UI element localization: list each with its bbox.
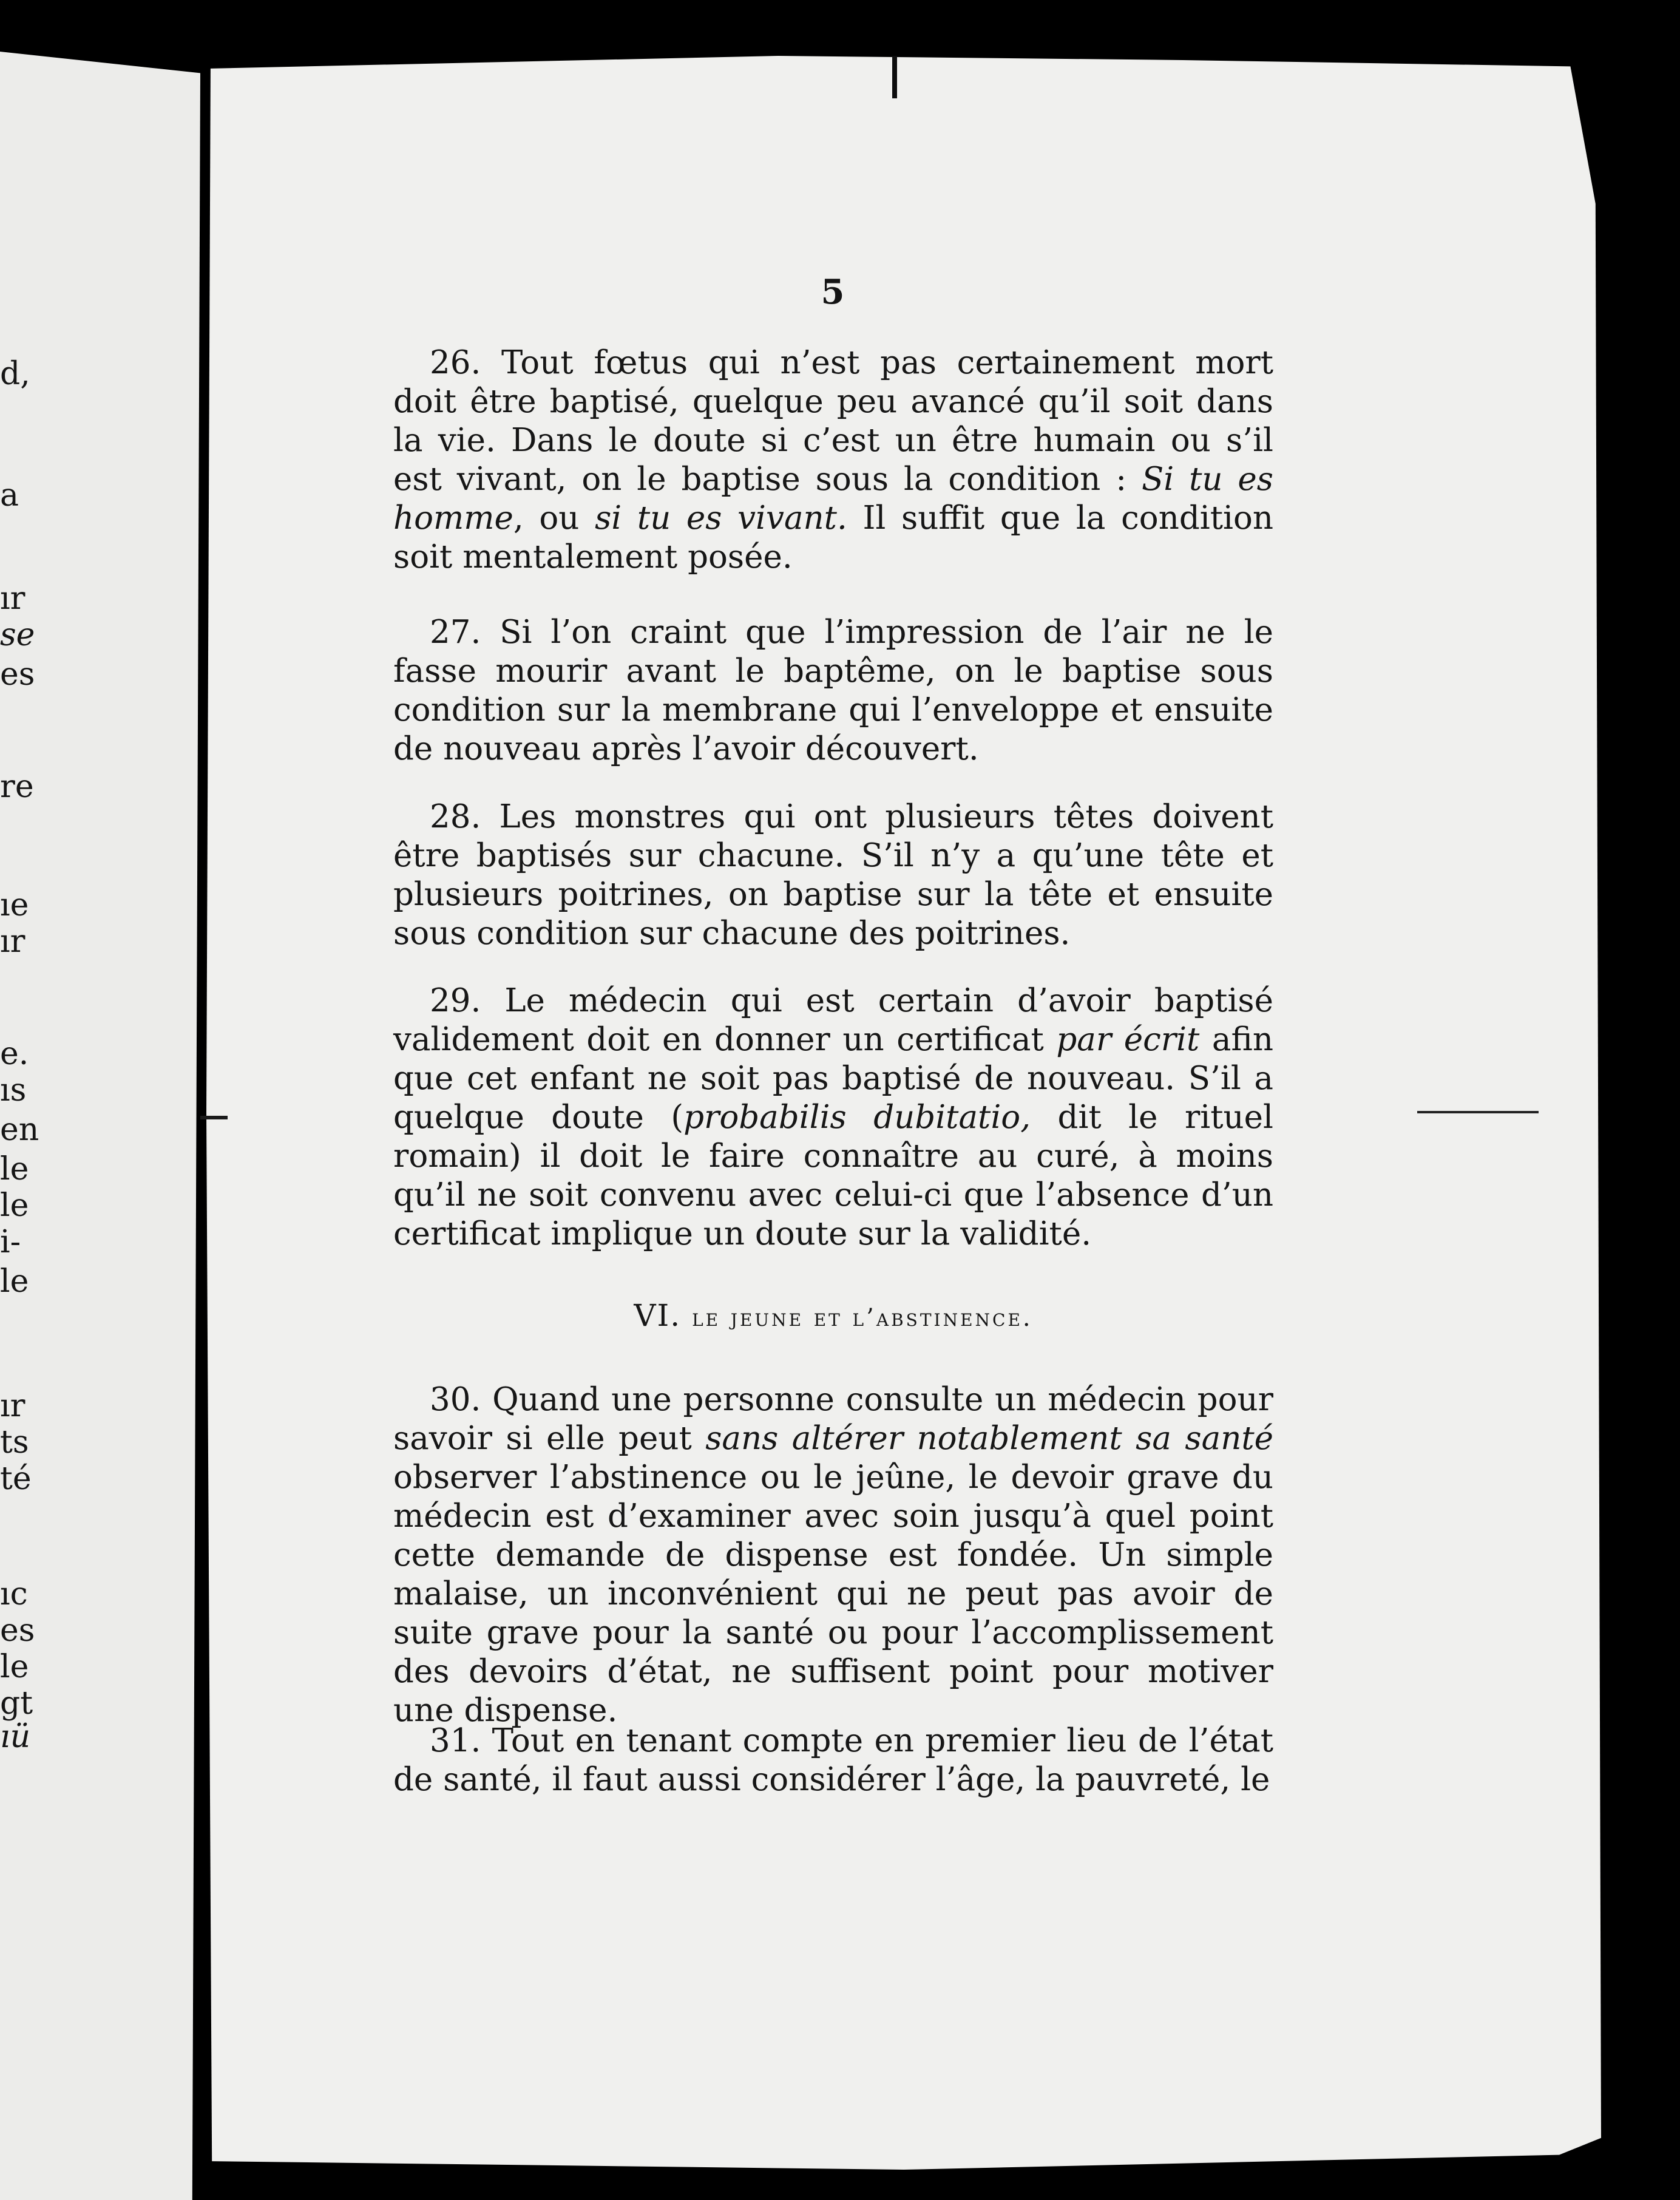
left-page-fragment: ıc <box>0 1576 28 1612</box>
p26-run-2: , ou <box>513 500 595 537</box>
p26-run-1: Si tu es homme <box>393 461 1273 537</box>
section-title: le jeune et l’abstinence. <box>692 1304 1033 1332</box>
p26-run-4: Il suffit que la condition soit mentalement posée. <box>393 500 1273 575</box>
left-page-fragment: e. <box>0 1036 29 1072</box>
left-page-fragment: en <box>0 1112 39 1148</box>
left-page-fragment: es <box>0 1612 35 1649</box>
page-tear-left <box>200 1116 228 1119</box>
paragraph-28 <box>393 798 1273 953</box>
left-page-fragment: té <box>0 1461 32 1497</box>
p26-run-0: 26. Tout fœtus qui n’est pas certainement mort doit être baptisé, quelque peu avancé qu’il soit dans la vie. Dans le doute si c’est un être humain ou s’il est vivant, on le baptise sous la condition : <box>393 344 1273 498</box>
p31-run-0: 31. Tout en tenant compte en premier lieu de l’état de santé, il faut aussi considérer l’âge, la pauvreté, le <box>393 1722 1273 1798</box>
left-page-fragment: d, <box>0 356 30 392</box>
p29-run-4: dit le rituel romain) il doit le faire connaître au curé, à moins qu’il ne soit convenu avec celui-ci que l’absence d’un certificat implique un doute sur la validité. <box>393 1099 1273 1252</box>
paragraph-26 <box>393 344 1273 577</box>
paragraph-29 <box>393 982 1273 1254</box>
p26-run-3: si tu es vivant. <box>595 500 847 537</box>
page-number: 5 <box>821 272 845 312</box>
left-page-fragment: i- <box>0 1224 21 1260</box>
p29-run-2: afin que cet enfant ne soit pas baptisé de nouveau. S’il a quelque doute ( <box>393 1021 1273 1136</box>
left-page-fragment: ıs <box>0 1072 27 1108</box>
left-page-fragment: es <box>0 656 35 693</box>
paragraph-27 <box>393 613 1273 769</box>
p30-run-0: 30. Quand une personne consulte un médecin pour savoir si elle peut <box>393 1381 1273 1457</box>
page-tear-right <box>1417 1111 1539 1113</box>
p28-run-0: 28. Les monstres qui ont plusieurs têtes doivent être baptisés sur chacune. S’il n’y a qu’une tête et plusieurs poitrines, on baptise sur la tête et ensuite sous condition sur chacune des poitrines. <box>393 798 1273 952</box>
section-numeral: VI. <box>634 1298 682 1333</box>
left-page-fragment: ıü <box>0 1719 31 1755</box>
left-page-fragment: se <box>0 617 35 653</box>
left-page-fragment: ır <box>0 1388 25 1424</box>
left-page-fragment: le <box>0 1187 29 1224</box>
left-page-text-fragments <box>0 0 39 2200</box>
left-page-fragment: le <box>0 1649 29 1685</box>
p29-run-3: probabilis dubitatio, <box>683 1099 1031 1136</box>
section-heading <box>393 1298 1273 1333</box>
paragraph-31 <box>393 1722 1273 1799</box>
p30-run-1: sans altérer notablement sa santé <box>705 1420 1273 1457</box>
p30-run-2: observer l’abstinence ou le jeûne, le devoir grave du médecin est d’examiner avec soin jusqu’à quel point cette demande de dispense est fondée. Un simple malaise, un inconvénient qui ne peut pas avoir de suite grave pour la santé ou pour l’accomplissement des devoirs d’état, ne suffisent point pour motiver une dispense. <box>393 1459 1273 1729</box>
left-page-fragment: gt <box>0 1685 33 1722</box>
p29-run-1: par écrit <box>1056 1021 1200 1058</box>
p27-run-0: 27. Si l’on craint que l’impression de l’air ne le fasse mourir avant le baptême, on le baptise sous condition sur la membrane qui l’enveloppe et ensuite de nouveau après l’avoir découvert. <box>393 614 1273 767</box>
left-page-fragment: re <box>0 769 34 805</box>
page-tear-top <box>892 56 897 98</box>
paragraph-30 <box>393 1380 1273 1730</box>
left-page-fragment: ts <box>0 1424 29 1461</box>
left-page-fragment: le <box>0 1151 29 1187</box>
left-page-fragment: ır <box>0 923 25 960</box>
p29-run-0: 29. Le médecin qui est certain d’avoir baptisé validement doit en donner un certificat <box>393 982 1273 1058</box>
left-page-fragment: a <box>0 477 19 514</box>
left-page-fragment: ır <box>0 580 25 617</box>
left-page-fragment: le <box>0 1263 29 1300</box>
left-page-fragment: ıe <box>0 887 29 923</box>
